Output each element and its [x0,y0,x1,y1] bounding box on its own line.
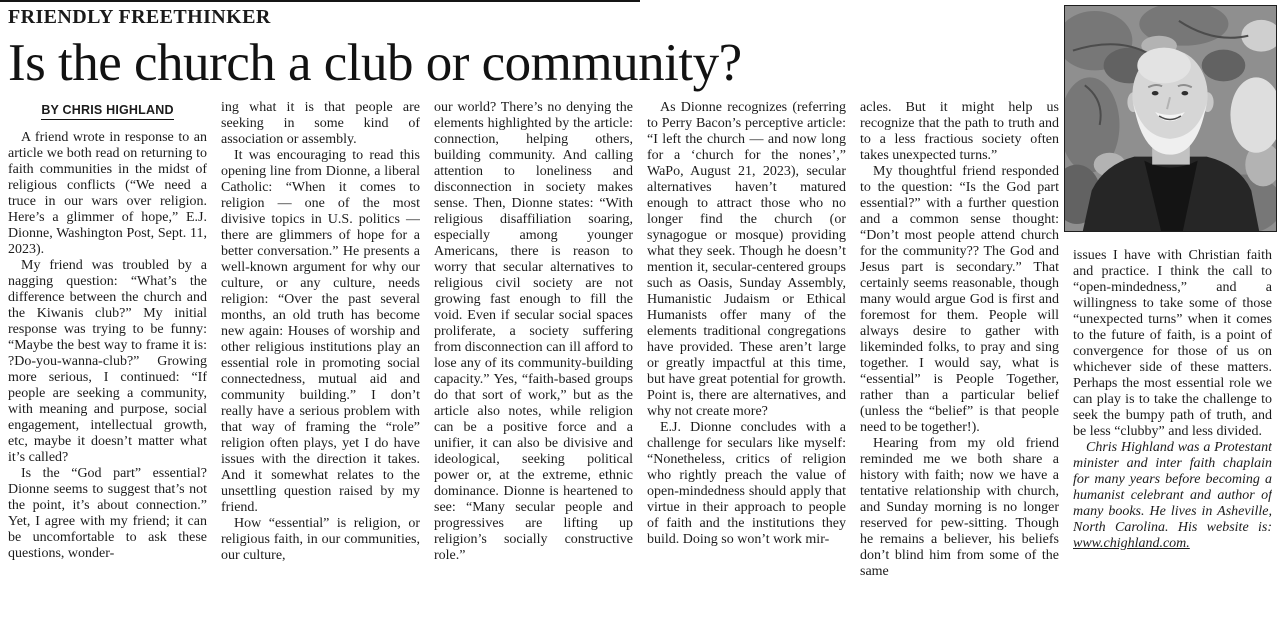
article-header [8,6,1056,90]
paragraph: My thoughtful friend responded to the question: “Is the God part essential?” with a further question and a common sense thought: “Don’t most people attend church for the community?? The God and Jesus part is secondary.” That certainly seems reasonable, though many would argue God is first and foremost for them. People will always desire to gather with likeminded folks, to pray and sing together. I would say, what is “essential” is People Together, rather than a particular belief (unless the “belief” is that people need to be together!). [860,164,1059,435]
paragraph: A friend wrote in response to an article we both read on returning to faith communities in the midst of religious conflicts (“We need a truce in our wars over religion. Here’s a glimmer of hope,” E.J. Dionne, Washington Post, Sept. 11, 2023). [8,130,207,257]
paragraph: acles. But it might help us recognize that the path to truth and to a less fractious society often takes unexpected turns.” [860,100,1059,163]
author-bio: Chris Highland was a Protestant minister and inter faith chaplain for many years before becoming a humanist celebrant and author of many books. He lives in Asheville, North Carolina. His website is: www.chighland.com. [1073,440,1272,551]
text-column-5 [860,100,1059,620]
paragraph: As Dionne recognizes (referring to Perry Bacon’s perceptive article: “I left the church — and now long for a ‘church for the nones’,” WaPo, August 21, 2023), secular alternatives haven’t matured enough to attract those who no longer find the church (or synagogue or mosque) providing what they seek. Though he doesn’t mention it, secular-centered groups such as Oasis, Sunday Assembly, Humanistic Judaism or Ethical Humanists offer many of the elements traditional congregations have provided. These aren’t large or greatly impactful at this time, but have great potential for growth. Point is, there are alternatives, and why not create more? [647,100,846,419]
paragraph: How “essential” is religion, or religious faith, in our communities, our culture, [221,516,420,563]
text-column-4 [647,100,846,620]
paragraph: Is the “God part” essential? Dionne seems to suggest that’s not the point, it’s about connection.” Yet, I agree with my friend; it can be uncomfortable to ask these questions, wonder- [8,466,207,561]
website-link: www.chighland.com. [1073,536,1190,551]
column-kicker: FRIENDLY FREETHINKER [8,6,271,28]
byline: BY CHRIS HIGHLAND [8,102,207,118]
text-column-2 [221,100,420,620]
paragraph: It was encouraging to read this opening line from Dionne, a liberal Catholic: “When it comes to religion — one of the most divisive topics in U.S. politics — there are glimmers of hope for a better conversation.” He presents a well-known argument for why our culture, or any culture, needs religion: “Over the past several months, an old truth has become new again: Houses of worship and other religious institutions play an essential role in promoting social connectedness, mutual aid and community building.” I don’t really have a serious problem with that way of framing the “role” religion often plays, yet I do have issues with the direction it takes. And it somewhat relates to the unsettling question raised by my friend. [221,148,420,515]
text-column-1 [8,100,207,620]
paragraph: issues I have with Christian faith and practice. I think the call to “open-mindedness,” and a willingness to take some of those “unexpected turns” when it comes to the future of faith, is a point of convergence for those of us on whichever side of these matters. Perhaps the most essential role we can play is to take the challenge to seek the bumpy path of truth, and be less “clubby” and less divided. [1073,248,1272,439]
paragraph: our world? There’s no denying the elements highlighted by the article: connection, helping others, building community. And calling attention to loneliness and disconnection in society makes sense. Then, Dionne states: “With religious disaffiliation soaring, especially among younger Americans, there is reason to worry that secular alternatives to religious civil society are not growing fast enough to fill the void. Even if secular social spaces proliferate, a society suffering from disconnection can ill afford to lose any of its community-building capacity.” Yes, “faith-based groups do that sort of work,” but as the article also notes, while religion can be a positive force and a unifier, it can also be divisive and ideological, seeking political power or, at the extreme, ethnic dominance. Dionne is heartened to see: “Many secular people and progressives are lifting up religion’s socially constructive role.” [434,100,633,563]
paragraph: My friend was troubled by a nagging question: “What’s the difference between the church and the Kiwanis club?” My initial response was trying to be funny: “Maybe the best way to frame it is: ?Do-you-wanna-club?” Growing more serious, I continued: “If people are seeking a community, with meaning and purpose, social engagement, intellectual growth, etc, maybe it doesn’t matter what it’s called? [8,258,207,465]
paragraph: E.J. Dionne concludes with a challenge for seculars like myself: “Nonetheless, critics of religion who rightly preach the value of open-mindedness should apply that virtue in their approach to people of faith and the institutions they build. Doing so won’t work mir- [647,420,846,547]
text-column-3 [434,100,633,620]
paragraph: ing what it is that people are seeking in some kind of association or assembly. [221,100,420,147]
article-body [8,100,1272,620]
text-column-6 [1073,100,1272,620]
paragraph: Hearing from my old friend reminded me we both share a history with faith; now we have a tentative relationship with church, and Sunday morning is no longer reserved for pew-sitting. Though he remains a believer, his beliefs don’t blind him from some of the same [860,436,1059,579]
headline: Is the church a club or community? [8,34,742,92]
top-rule [0,0,640,2]
